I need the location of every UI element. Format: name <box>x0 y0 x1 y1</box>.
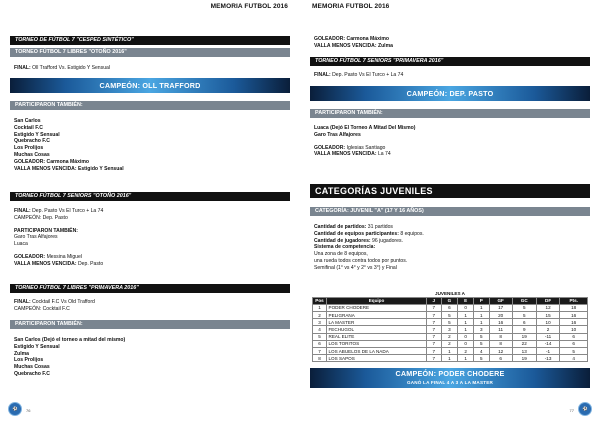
table-row <box>313 304 588 311</box>
list-item: San Carlos (Dejó el torneo a mitad del mismo) <box>14 337 126 343</box>
section-bar-primavera-seniors: TORNEO FÚTBOL 7 SENIORS "PRIMAVERA 2016" <box>310 57 590 66</box>
table-cell: LOS TORITOS <box>327 340 427 347</box>
list-item: Cocktail F.C <box>14 124 43 131</box>
table-cell: 7 <box>427 319 442 326</box>
col-header: J <box>427 297 442 304</box>
standings-table <box>312 290 588 362</box>
col-header: DF <box>536 297 560 304</box>
table-cell: 1 <box>441 348 458 355</box>
right-page <box>300 0 600 424</box>
table-title: JUVENILES A <box>313 290 588 297</box>
table-cell: 7 <box>427 348 442 355</box>
final-primavera-libres: FINAL: Cocktail F.C Vs Old Trafford <box>14 299 95 305</box>
table-cell: 1 <box>458 319 474 326</box>
sistema-line: Una zona de 8 equipos, <box>314 251 368 258</box>
table-cell: LA MASTER <box>327 319 427 326</box>
list-item: Estigido Y Sensual <box>14 343 60 350</box>
table-cell: 17 <box>489 304 512 311</box>
stat-jugadores: Cantidad de jugadores: 96 jugadores. <box>314 237 403 244</box>
goleador-2: GOLEADOR: Messina Miguel <box>14 253 82 260</box>
table-cell: 16 <box>489 319 512 326</box>
goleador-top: GOLEADOR: Carmona Máximo <box>314 36 390 42</box>
page-number-left: 76 <box>26 408 31 413</box>
table-cell: 19 <box>512 355 536 362</box>
champion-banner-dep-pasto: CAMPEÓN: DEP. PASTO <box>310 86 590 101</box>
table-cell: 7 <box>427 304 442 311</box>
table-cell: 7 <box>313 348 327 355</box>
table-row <box>313 326 588 333</box>
table-cell: 4 <box>313 326 327 333</box>
table-cell: 16 <box>560 319 588 326</box>
table-row <box>313 312 588 319</box>
table-cell: 12 <box>489 348 512 355</box>
sistema-line: Semifinal (1° vs 4° y 2° vs 3°) y Final <box>314 264 397 271</box>
table-cell: 5 <box>441 312 458 319</box>
table-cell: 18 <box>560 304 588 311</box>
page-header-left: MEMORIA FUTBOL 2016 <box>210 3 288 10</box>
table-cell: 0 <box>458 304 474 311</box>
table-row <box>313 333 588 340</box>
champion-banner-oll-trafford: CAMPEÓN: OLL TRAFFORD <box>10 78 290 93</box>
table-header-row <box>313 297 588 304</box>
competition-stats <box>314 224 424 272</box>
campeon-primavera-libres: CAMPEÓN: Cocktail F.C <box>14 305 70 312</box>
goleador-right: GOLEADOR: Iglesias Santiago <box>314 144 386 151</box>
participaron-bar-1: PARTICIPARON TAMBIÉN: <box>10 101 290 110</box>
participaron-label-2: PARTICIPARON TAMBIÉN: <box>14 227 78 234</box>
table-cell: 6 <box>441 304 458 311</box>
list-item: Estigido Y Sensual <box>14 131 60 138</box>
table-cell: 6 <box>560 333 588 340</box>
table-cell: 9 <box>512 326 536 333</box>
table-cell: 7 <box>427 312 442 319</box>
table-cell: 7 <box>427 326 442 333</box>
table-cell: 2 <box>536 326 560 333</box>
table-cell: 3 <box>441 326 458 333</box>
col-header: GF <box>489 297 512 304</box>
table-cell: 5 <box>560 348 588 355</box>
table-cell: 5 <box>512 304 536 311</box>
participaron-bar-right: PARTICIPARON TAMBIÉN: <box>310 109 590 118</box>
col-header: E <box>458 297 474 304</box>
table-cell: 4 <box>560 355 588 362</box>
top-summary <box>314 36 393 50</box>
table-cell: FECHUGOL <box>327 326 427 333</box>
table-cell: 11 <box>489 326 512 333</box>
valla-right: VALLA MENOS VENCIDA: La 74 <box>314 151 391 158</box>
table-cell: PODER CHODERE <box>327 304 427 311</box>
table-cell: PELIGRANA <box>327 312 427 319</box>
final-seniors-otono: FINAL: Dep. Pasto Vs El Turco + La 74 <box>14 208 104 214</box>
table-row <box>313 340 588 347</box>
categorias-juveniles-title: CATEGORÍAS JUVENILES <box>310 184 590 198</box>
col-header: P <box>473 297 489 304</box>
page-logo-icon: ⚽ <box>8 402 22 416</box>
stat-partidos: Cantidad de partidos: 31 partidos <box>314 224 393 230</box>
table-cell: 7 <box>427 340 442 347</box>
champion-subtitle: GANÓ LA FINAL 4 A 3 A LA MASTER <box>407 380 493 385</box>
valla-2: VALLA MENOS VENCIDA: Dep. Pasto <box>14 260 104 267</box>
table-cell: 1 <box>458 326 474 333</box>
table-cell: 6 <box>489 355 512 362</box>
participaron-bar-3: PARTICIPARON TAMBIÉN: <box>10 320 290 329</box>
table-cell: 19 <box>512 333 536 340</box>
champion-banner-poder-chodere: CAMPEÓN: PODER CHODERE GANÓ LA FINAL 4 A 3 A LA MASTER <box>310 368 590 388</box>
list-item: Quebracho F.C <box>14 138 50 145</box>
table-cell: 0 <box>458 340 474 347</box>
table-cell: 1 <box>473 312 489 319</box>
table-cell: 12 <box>536 304 560 311</box>
table-cell: LOS ABUELOS DE LA NADA <box>327 348 427 355</box>
table-cell: -1 <box>536 348 560 355</box>
table-cell: 20 <box>489 312 512 319</box>
table-cell: 8 <box>313 355 327 362</box>
section-bar-cesped: TORNEO DE FÚTBOL 7 "CESPED SINTÉTICO" <box>10 36 290 45</box>
table-cell: 15 <box>536 312 560 319</box>
list-item: Los Prolijos <box>14 145 44 152</box>
col-header: Pos <box>313 297 327 304</box>
table-cell: 4 <box>473 348 489 355</box>
list-item: Garo Tras Alfajores <box>314 131 361 138</box>
col-header: Pts. <box>560 297 588 304</box>
table-cell: 2 <box>313 312 327 319</box>
table-cell: 0 <box>458 333 474 340</box>
table-cell: 5 <box>473 340 489 347</box>
table-cell: 3 <box>473 326 489 333</box>
table-cell: -14 <box>536 340 560 347</box>
col-header: GC <box>512 297 536 304</box>
list-item: Muchas Cosas <box>14 364 50 371</box>
page-number-right: 77 <box>569 408 574 413</box>
table-cell: 2 <box>441 340 458 347</box>
section-bar-primavera-libres: TORNEO FÚTBOL 7 LIBRES "PRIMAVERA 2016" <box>10 284 290 293</box>
table-cell: 7 <box>427 333 442 340</box>
list-item: San Carlos <box>14 118 41 124</box>
table-cell: -13 <box>536 355 560 362</box>
list-item: Quebracho F.C <box>14 370 50 377</box>
teams-list-right <box>314 125 415 158</box>
section-bar-otono-libres: TORNEO FÚTBOL 7 LIBRES "OTOÑO 2016" <box>10 48 290 57</box>
table-cell: 2 <box>458 348 474 355</box>
table-cell: 16 <box>560 312 588 319</box>
table-cell: LOS SAPOS <box>327 355 427 362</box>
seniors-otono-block <box>14 208 103 268</box>
table-row <box>313 319 588 326</box>
table-cell: 6 <box>313 340 327 347</box>
table-cell: 8 <box>489 333 512 340</box>
col-header: G <box>441 297 458 304</box>
list-item: Garo Tras Alfajores <box>14 234 58 241</box>
page-logo-icon: ⚽ <box>578 402 592 416</box>
table-cell: 1 <box>441 355 458 362</box>
table-cell: 8 <box>489 340 512 347</box>
table-cell: REAL ELITE <box>327 333 427 340</box>
primavera-libres-block <box>14 299 95 313</box>
page-header-right: MEMORIA FUTBOL 2016 <box>312 3 390 10</box>
section-bar-otono-seniors: TORNEO FÚTBOL 7 SENIORS "OTOÑO 2016" <box>10 192 290 201</box>
table-row <box>313 355 588 362</box>
table-cell: 10 <box>536 319 560 326</box>
list-item: Muchas Cosas <box>14 151 50 158</box>
table-cell: 1 <box>458 355 474 362</box>
final-primavera-seniors: FINAL: Dep. Pasto Vs El Turco + La 74 <box>314 72 404 78</box>
valla-top: VALLA MENOS VENCIDA: Zulma <box>314 42 393 49</box>
table-cell: 5 <box>473 333 489 340</box>
table-cell: 6 <box>560 340 588 347</box>
table-cell: 10 <box>560 326 588 333</box>
stat-equipos: Cantidad de equipos participantes: 8 equipos. <box>314 230 424 237</box>
table-cell: -11 <box>536 333 560 340</box>
table-cell: 1 <box>313 304 327 311</box>
table-cell: 6 <box>512 319 536 326</box>
table-cell: 22 <box>512 340 536 347</box>
table-cell: 3 <box>313 319 327 326</box>
list-item: Los Prolijos <box>14 357 44 364</box>
final-otono-libres: FINAL: Oll Trafford Vs. Estigido Y Sensual <box>14 65 110 71</box>
table-cell: 1 <box>458 312 474 319</box>
teams-list-1 <box>14 118 124 172</box>
table-cell: 2 <box>441 333 458 340</box>
table-cell: 7 <box>427 355 442 362</box>
table-row <box>313 348 588 355</box>
campeon-seniors-otono: CAMPEÓN: Dep. Pasto <box>14 214 68 221</box>
table-cell: 5 <box>313 333 327 340</box>
col-header: Equipo <box>327 297 427 304</box>
valla-1: VALLA MENOS VENCIDA: Estigido Y Sensual <box>14 165 124 172</box>
table-cell: 5 <box>441 319 458 326</box>
table-cell: 13 <box>512 348 536 355</box>
table-cell: 1 <box>473 304 489 311</box>
table-cell: 5 <box>473 355 489 362</box>
table-cell: 5 <box>512 312 536 319</box>
stat-sistema: Sistema de competencia: <box>314 244 376 251</box>
goleador-1: GOLEADOR: Carmona Máximo <box>14 158 90 165</box>
categoria-juvenil-a-bar: CATEGORÍA: JUVENIL "A" (17 Y 16 AÑOS) <box>310 207 590 216</box>
list-item: Zulma <box>14 350 30 357</box>
teams-list-3 <box>14 337 125 378</box>
list-item: Luaca <box>14 241 28 248</box>
list-item: Luaca (Dejó El Torneo A Mitad Del Mismo) <box>314 125 416 131</box>
table-cell: 1 <box>473 319 489 326</box>
sistema-line: una rueda todos contra todos por puntos. <box>314 257 408 264</box>
